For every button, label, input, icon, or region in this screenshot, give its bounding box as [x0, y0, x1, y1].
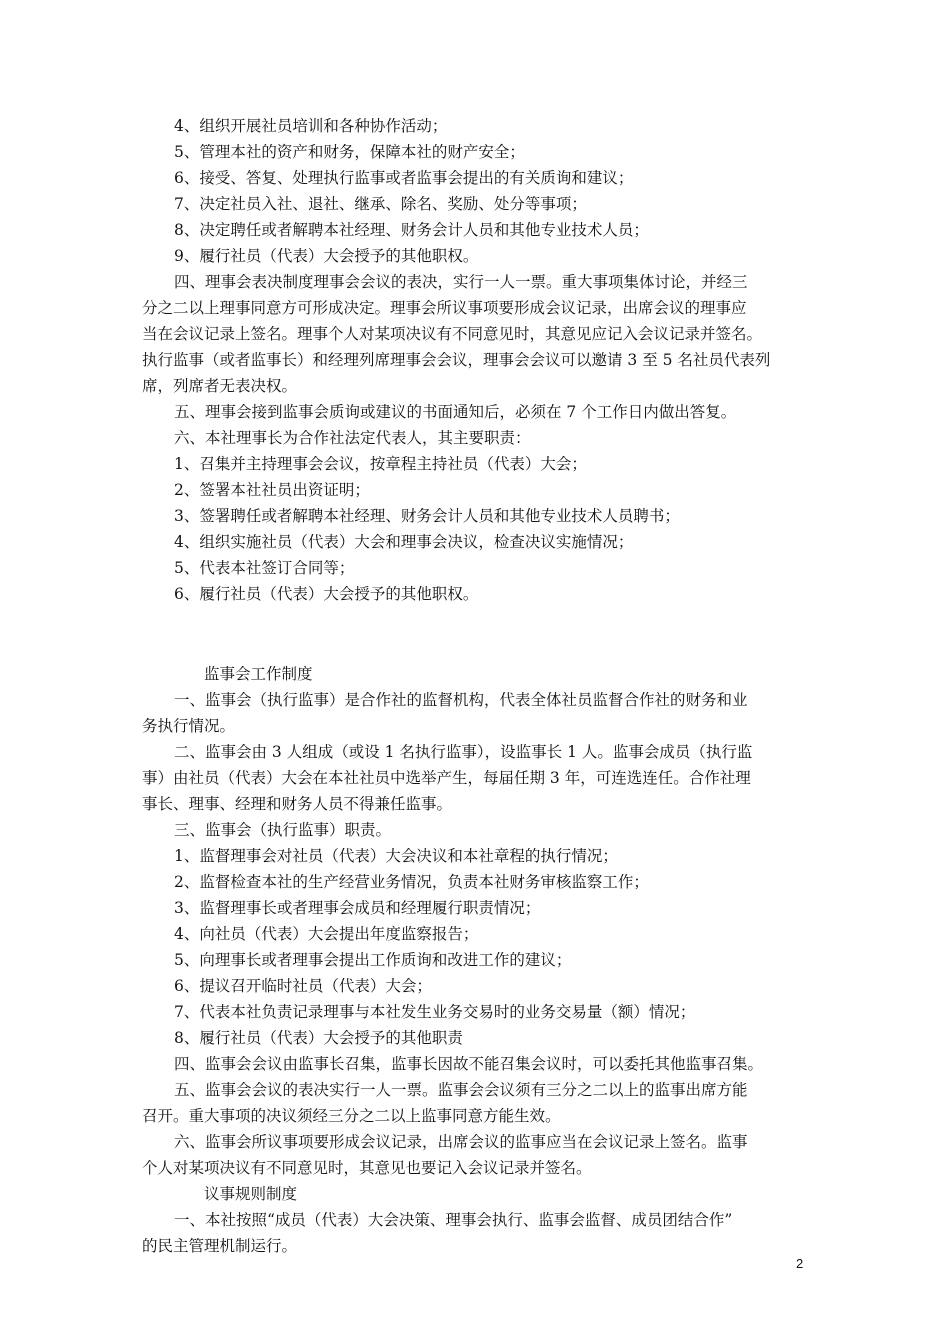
- paragraph-line: 三、监事会（执行监事）职责。: [174, 821, 392, 839]
- paragraph-line: 四、监事会会议由监事长召集，监事长因故不能召集会议时，可以委托其他监事召集。: [174, 1055, 764, 1073]
- paragraph-line: 召开。重大事项的决议须经三分之二以上监事同意方能生效。: [142, 1107, 561, 1125]
- list-item: 4、组织开展社员培训和各种协作活动；: [174, 117, 448, 135]
- list-item: 6、履行社员（代表）大会授予的其他职权。: [174, 585, 479, 603]
- paragraph-line: 二、监事会由 3 人组成（或设 1 名执行监事），设监事长 1 人。监事会成员（执行监: [174, 743, 753, 761]
- list-item: 5、向理事长或者理事会提出工作质询和改进工作的建议；: [174, 951, 572, 969]
- paragraph-line: 分之二以上理事同意方可形成决定。理事会所议事项要形成会议记录，出席会议的理事应: [142, 299, 747, 317]
- list-item: 7、代表本社负责记录理事与本社发生业务交易时的业务交易量（额）情况；: [174, 1003, 696, 1021]
- list-item: 2、签署本社社员出资证明；: [174, 481, 370, 499]
- paragraph-line: 事）由社员（代表）大会在本社社员中选举产生，每届任期 3 年，可连选连任。合作社理: [142, 769, 751, 787]
- list-item: 6、提议召开临时社员（代表）大会；: [174, 977, 432, 995]
- paragraph-line: 席，列席者无表决权。: [142, 377, 298, 395]
- paragraph-line: 的民主管理机制运行。: [142, 1237, 298, 1255]
- list-item: 5、代表本社签订合同等；: [174, 559, 355, 577]
- list-item: 3、监督理事长或者理事会成员和经理履行职责情况；: [174, 899, 541, 917]
- document-body: [142, 113, 832, 1259]
- paragraph-line: 五、监事会会议的表决实行一人一票。监事会会议须有三分之二以上的监事出席方能: [174, 1081, 748, 1099]
- paragraph-line: 一、本社按照“成员（代表）大会决策、理事会执行、监事会监督、成员团结合作”: [174, 1211, 733, 1229]
- paragraph-line: 务执行情况。: [142, 717, 236, 735]
- paragraph-line: 六、本社理事长为合作社法定代表人，其主要职责：: [174, 429, 531, 447]
- list-item: 6、接受、答复、处理执行监事或者监事会提出的有关质询和建议；: [174, 169, 634, 187]
- list-item: 2、监督检查本社的生产经营业务情况，负责本社财务审核监察工作；: [174, 873, 649, 891]
- page-number: 2: [796, 1256, 804, 1271]
- paragraph-line: 执行监事（或者监事长）和经理列席理事会会议，理事会会议可以邀请 3 至 5 名社员代表列: [142, 351, 771, 369]
- list-item: 7、决定社员入社、退社、继承、除名、奖励、处分等事项；: [174, 195, 587, 213]
- section-heading: 监事会工作制度: [204, 665, 313, 683]
- paragraph-line: 当在会议记录上签名。理事个人对某项决议有不同意见时，其意见应记入会议记录并签名。: [142, 325, 763, 343]
- paragraph-line: 五、理事会接到监事会质询或建议的书面通知后，必须在 7 个工作日内做出答复。: [174, 403, 737, 421]
- list-item: 4、向社员（代表）大会提出年度监察报告；: [174, 925, 479, 943]
- list-item: 1、召集并主持理事会会议，按章程主持社员（代表）大会；: [174, 455, 587, 473]
- list-item: 4、组织实施社员（代表）大会和理事会决议，检查决议实施情况；: [174, 533, 634, 551]
- list-item: 5、管理本社的资产和财务，保障本社的财产安全；: [174, 143, 525, 161]
- paragraph-line: 事长、理事、经理和财务人员不得兼任监事。: [142, 795, 453, 813]
- list-item: 8、决定聘任或者解聘本社经理、财务会计人员和其他专业技术人员；: [174, 221, 649, 239]
- list-item: 8、履行社员（代表）大会授予的其他职责: [174, 1029, 463, 1047]
- section-gap: [142, 607, 832, 661]
- paragraph-line: 一、监事会（执行监事）是合作社的监督机构，代表全体社员监督合作社的财务和业: [174, 691, 748, 709]
- paragraph-line: 个人对某项决议有不同意见时，其意见也要记入会议记录并签名。: [142, 1159, 592, 1177]
- paragraph-line: 六、监事会所议事项要形成会议记录，出席会议的监事应当在会议记录上签名。监事: [174, 1133, 748, 1151]
- list-item: 1、监督理事会对社员（代表）大会决议和本社章程的执行情况；: [174, 847, 618, 865]
- list-item: 9、履行社员（代表）大会授予的其他职权。: [174, 247, 479, 265]
- paragraph-line: 四、理事会表决制度理事会会议的表决，实行一人一票。重大事项集体讨论，并经三: [174, 273, 748, 291]
- list-item: 3、签署聘任或者解聘本社经理、财务会计人员和其他专业技术人员聘书；: [174, 507, 680, 525]
- section-heading: 议事规则制度: [204, 1185, 298, 1203]
